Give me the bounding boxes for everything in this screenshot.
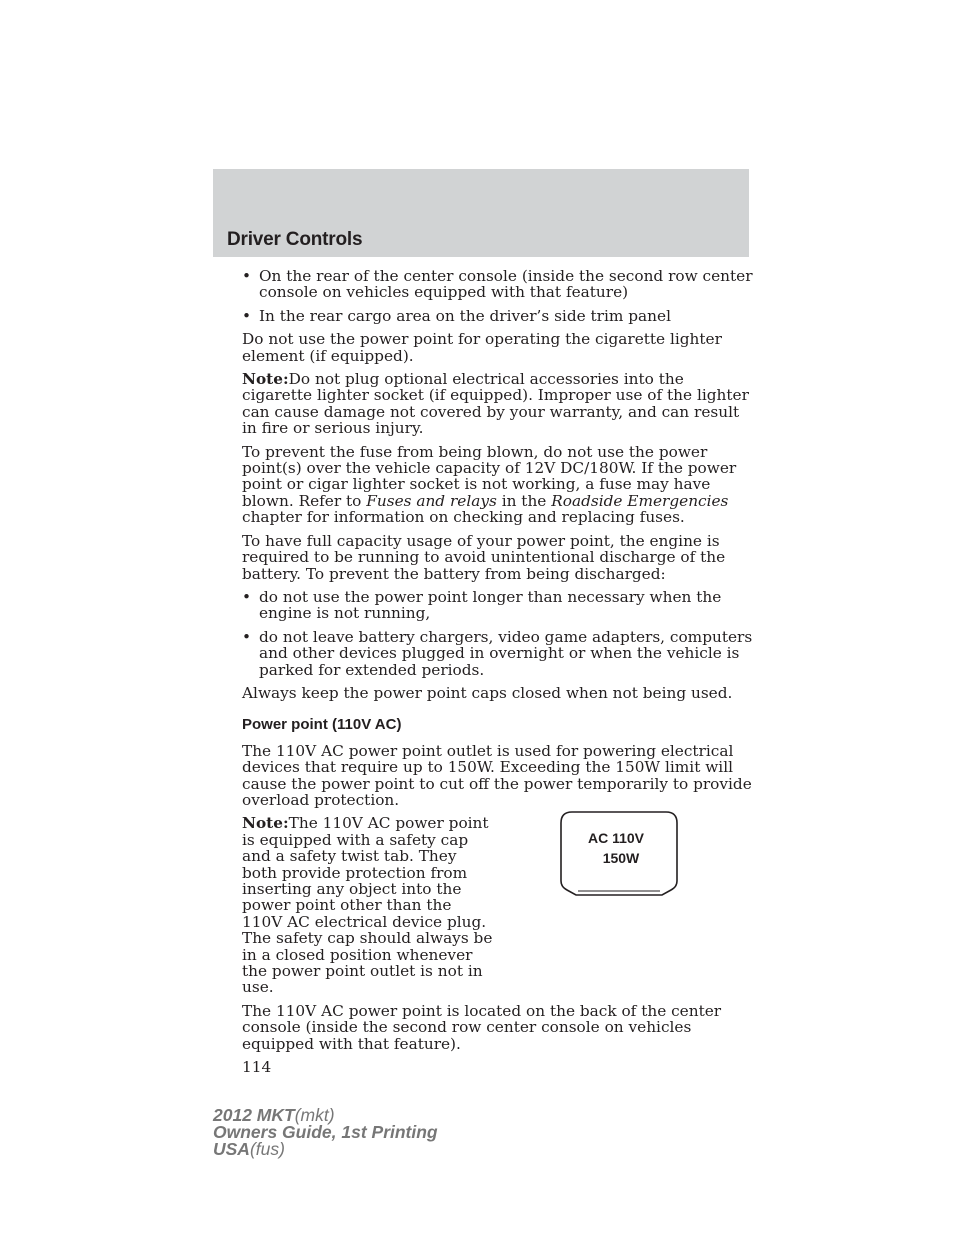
footer-line-region: USA(fus) xyxy=(213,1139,285,1159)
section-heading: Power point (110V AC) xyxy=(242,716,402,734)
outlet-label-voltage: AC 110V xyxy=(587,830,645,847)
footer-line-guide: Owners Guide, 1st Printing xyxy=(213,1122,438,1142)
paragraph-110v: The 110V AC power point outlet is used for powering electrical devices that require up to 150W. Exceeding the 150W limit will cause the power point to cut off the power temporarily to provide overload protection. xyxy=(242,741,752,809)
bullet-icon: • xyxy=(242,267,252,285)
list-item: • On the rear of the center console (inside the second row center console on vehicles equipped with that feature) xyxy=(242,267,753,302)
page-number: 114 xyxy=(242,1058,272,1077)
paragraph-capacity: To have full capacity usage of your power point, the engine is required to be running to avoid unintentional discharge of the battery. To prevent the battery from being discharged: xyxy=(242,531,726,583)
link-roadside-emergencies: Roadside Emergencies xyxy=(551,491,729,510)
list-item: • do not leave battery chargers, video game adapters, computers and other devices plugged in overnight or when the vehicle is parked for extended periods. xyxy=(242,627,753,679)
bullet-icon: • xyxy=(242,587,252,606)
main-content xyxy=(242,268,754,1075)
note-lighter xyxy=(242,371,754,437)
header-band xyxy=(213,169,749,257)
paragraph-caps: Always keep the power point caps closed when not being used. xyxy=(242,683,733,702)
bullet-icon: • xyxy=(242,627,252,646)
list-item: • In the rear cargo area on the driver’s side trim panel xyxy=(242,306,671,325)
paragraph-lighter: Do not use the power point for operating the cigarette lighter element (if equipped). xyxy=(242,330,722,365)
note-text: Do not plug optional electrical accessories into the cigarette lighter socket (if equipped). Improper use of the lighter can cause damage not covered by your warranty, and can result in fire or serious injury. xyxy=(242,370,749,438)
list-item: • do not use the power point longer than necessary when the engine is not running, xyxy=(242,587,722,623)
note-text: The 110V AC power point is equipped with a safety cap and a safety twist tab. They both provide protection from inserting any object into the power point other than the 110V AC electrical device plug. The safety cap should always be in a closed position whenever the power point outlet is not in use. xyxy=(242,814,493,997)
footer-line-model: 2012 MKT(mkt) xyxy=(213,1105,335,1125)
bullet-icon: • xyxy=(242,306,252,325)
link-fuses-and-relays: Fuses and relays xyxy=(366,491,497,510)
page-title: Driver Controls xyxy=(227,229,363,250)
paragraph-location: The 110V AC power point is located on the back of the center console (inside the second row center console on vehicles equipped with that feature). xyxy=(242,1001,722,1053)
note-safety-cap xyxy=(242,815,754,995)
note-label: Note: xyxy=(242,814,289,833)
paragraph-fuse: To prevent the fuse from being blown, do not use the power point(s) over the vehicle capacity of 12V DC/180W. If the power point or cigar lighter socket is not working, a fuse may have blown. Refer to Fuses and relays in the Roadside Emergencies chapter for information on checking and replacing fuses. xyxy=(242,442,737,527)
note-label: Note: xyxy=(242,370,289,389)
power-outlet-figure xyxy=(560,811,678,897)
footer xyxy=(213,1107,438,1158)
outlet-label-wattage: 150W xyxy=(602,850,640,867)
